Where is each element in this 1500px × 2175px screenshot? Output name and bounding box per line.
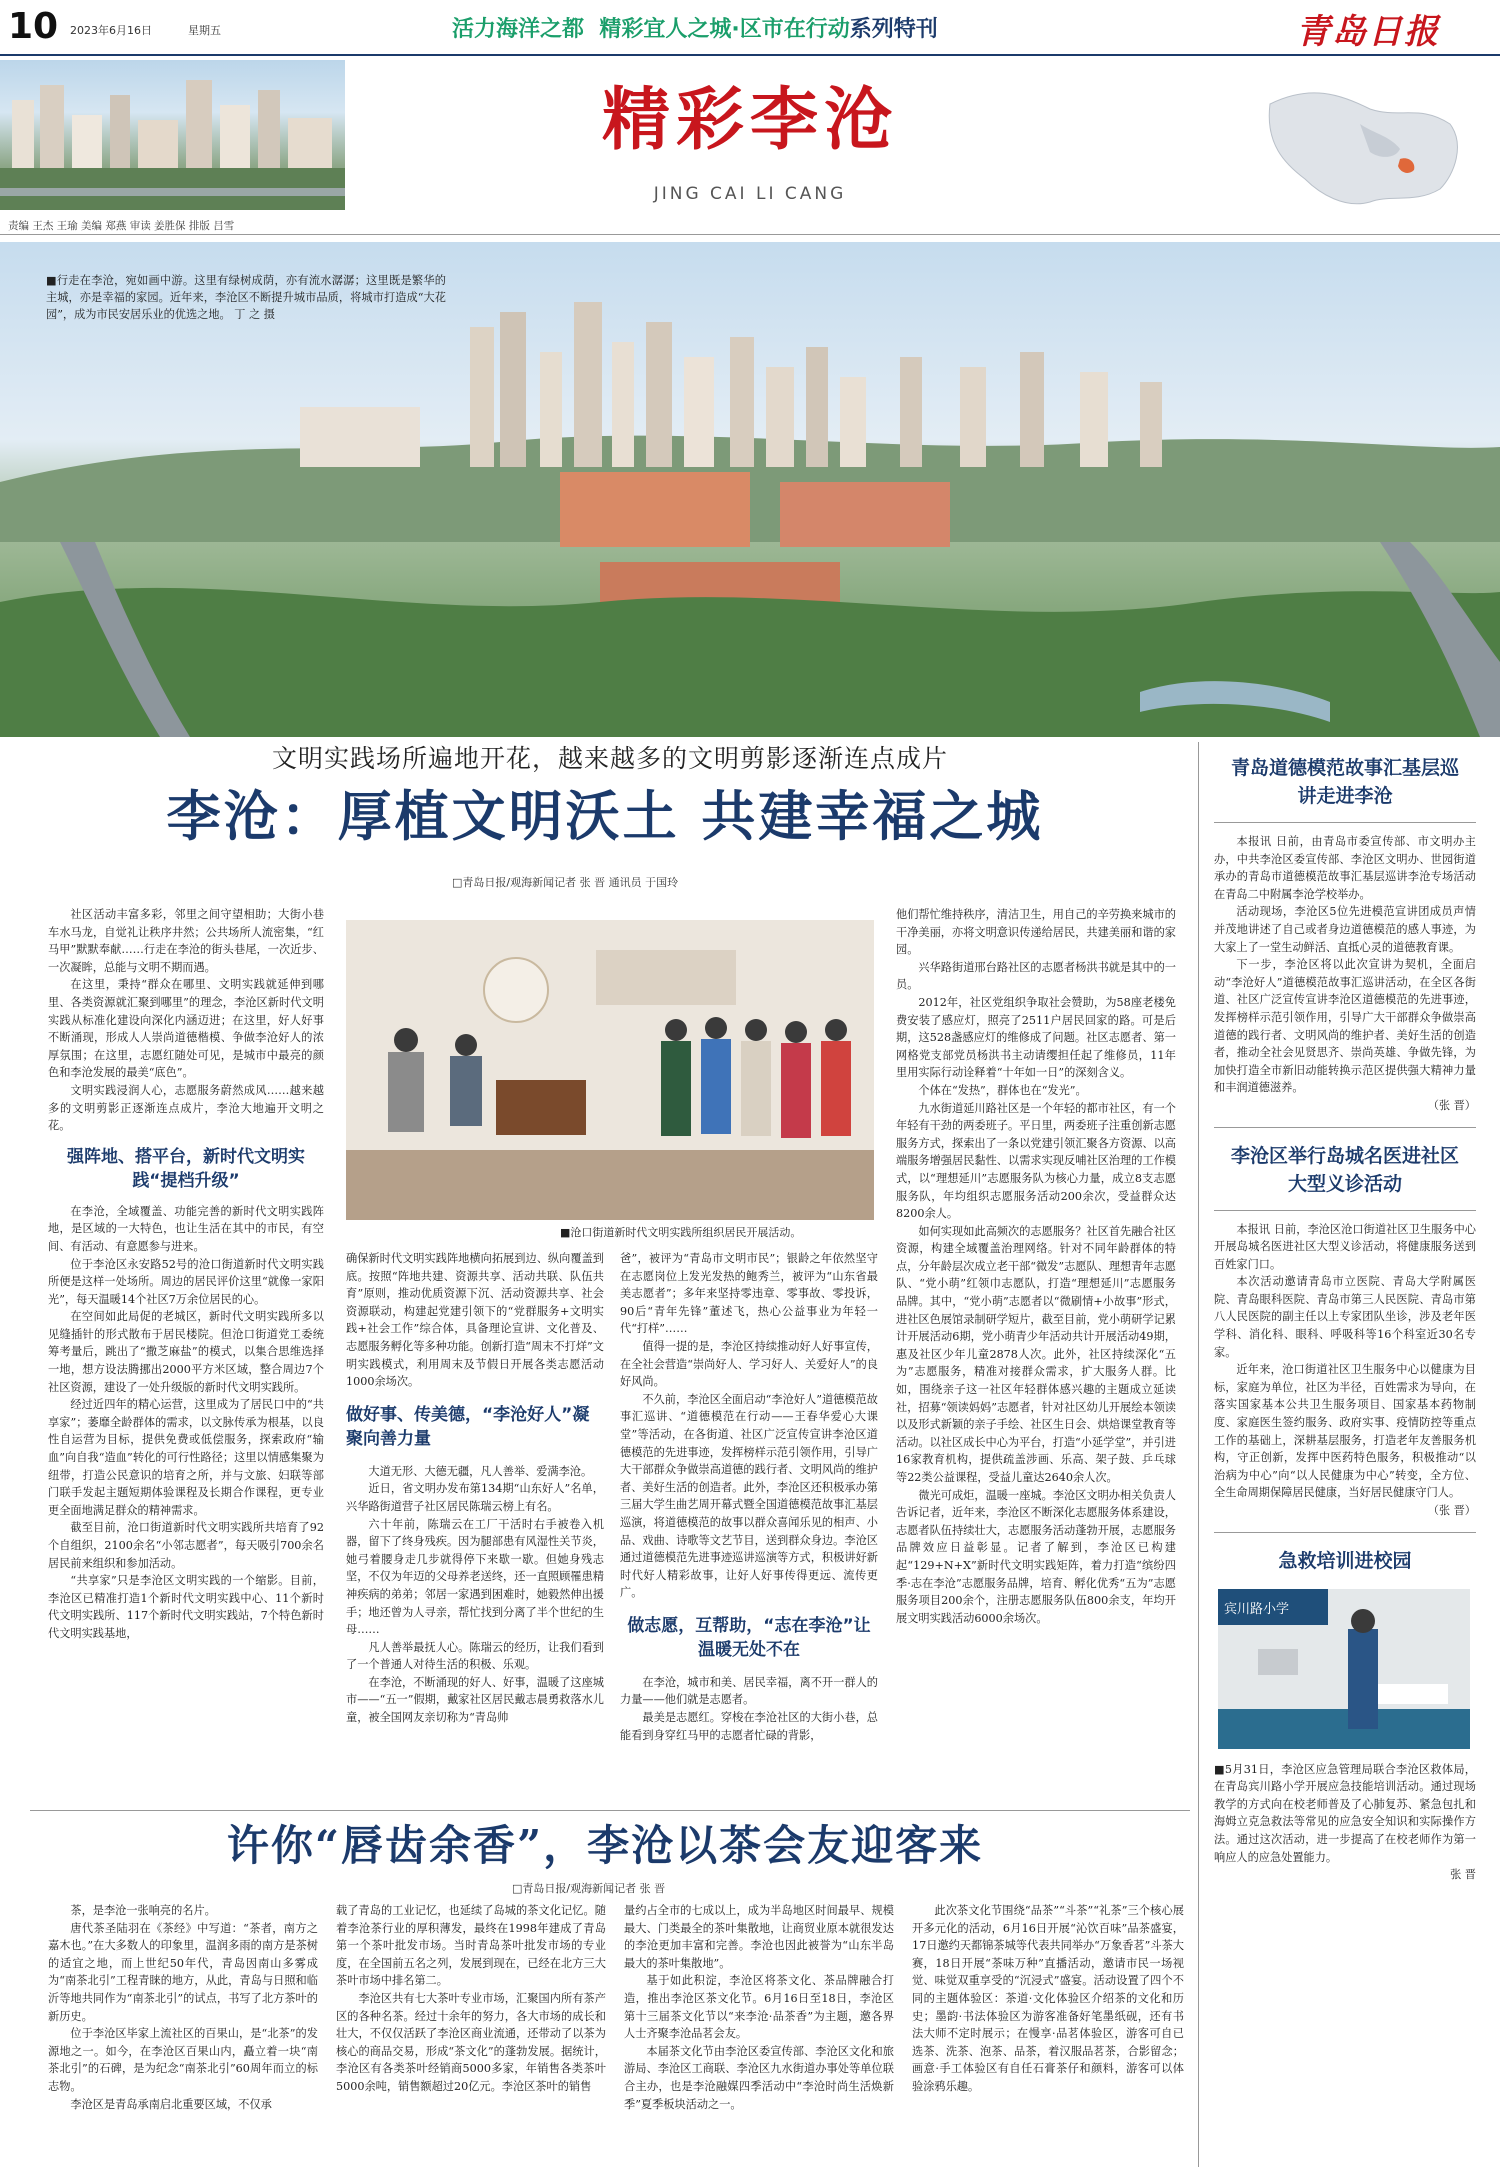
side3-caption: ■5月31日，李沧区应急管理局联合李沧区救体局，在青岛宾川路小学开展应急技能培训活动。通过现场教学的方式向在校老师普及了心肺复苏、紧急包扎和海姆立克急救法等常见的应急安全知识和实际操作方法。通过这次活动，进一步提高了在校老师作为第一响应人的应急处置能力。 (1214, 1762, 1476, 1864)
lead-photo (346, 920, 874, 1220)
lead-col3-para: 爸”，被评为“青岛市文明市民”；银龄之年依然坚守在志愿岗位上发光发热的鲍秀兰，被评为“山东省最美志愿者”；多年来坚持零违章、零事故、零投诉，90后“青年先锋”董述飞，热心公益事业为年轻一代“打样”…… (620, 1252, 878, 1336)
lead-photo-scene (346, 920, 874, 1220)
lead-kicker: 文明实践场所遍地开花，越来越多的文明剪影逐渐连点成片 (271, 744, 948, 773)
lead-col1b-para: 截至目前，沧口街道新时代文明实践所共培育了92个自组织，2100余名“小邻志愿者”，每天吸引700余名居民前来组织和参加活动。 (48, 1521, 324, 1570)
slogan-part-a: 活力海洋之都 (452, 17, 585, 42)
lead-col2b-para: 大道无形、大德无疆，凡人善举、爱满李沧。 (368, 1464, 593, 1478)
tea-col2 (336, 1902, 606, 2096)
page-number: 10 (8, 6, 59, 47)
issue-weekday: 星期五 (188, 24, 221, 37)
tea-para: 李沧区共有七大茶叶专业市场，汇聚国内所有茶产区的各种名茶。经过十余年的努力，各大市场的成长和壮大，不仅仅活跃了李沧区商业流通，还带动了以茶为核心的商品交易，形成“茶文化”的蓬勃发展。据统计，李沧区有各类茶叶经销商5000多家，年销售各类茶叶5000余吨，销售额超过20亿元。李沧区茶叶的销售 (336, 1991, 606, 2093)
tea-para: 李沧区是青岛承南启北重要区域，不仅承 (70, 2097, 272, 2111)
side1-rule (1214, 822, 1476, 823)
sidebar (1214, 754, 1476, 1884)
lead-col1b-para: 在空间如此局促的老城区，新时代文明实践所多以见缝插针的形式散布于居民楼院。但沧口街道党工委统筹考量后，跳出了“撒芝麻盐”的模式，以集合思维选择一地，想方设法腾挪出2000平方米区域，整合周边7个社区资源，建设了一处升级版的新时代文明实践所。 (48, 1310, 324, 1394)
lead-col4 (896, 906, 1176, 1627)
series-slogan (452, 12, 938, 43)
tea-para: 茶，是李沧一张响亮的名片。 (70, 1904, 216, 1917)
hero-caption: ■行走在李沧，宛如画中游。这里有绿树成荫，亦有流水潺潺；这里既是繁华的主城，亦是幸福的家园。近年来，李沧区不断提升城市品质，将城市打造成“大花园”，成为市民安居乐业的优选之地。 丁 之 摄 (46, 274, 446, 321)
lead-col2 (346, 1250, 604, 1727)
banner-rule (0, 234, 1500, 235)
tea-headline: 许你“唇齿余香”，李沧以茶会友迎客来 (226, 1821, 984, 1870)
side3-school-sign: 宾川路小学 (1224, 1601, 1290, 1617)
tea-para: 唐代茶圣陆羽在《茶经》中写道：“茶者，南方之嘉木也。”在大多数人的印象里，温润多雨的南方是茶树的适宜之地，而上世纪50年代，青岛因南山多雾成为“南茶北引”工程青睐的地方，从此，青岛与日照和临沂等地共同作为“南茶北引”的试点，书写了北方茶叶的新历史。 (48, 1921, 318, 2023)
lead-col1-para: 在这里，秉持“群众在哪里、文明实践就延伸到哪里、各类资源就汇聚到哪里”的理念，李沧区新时代文明实践从标准化建设向深化内涵迈进；在这里，好人好事不断涌现，形成人人崇尚道德楷模、争做李沧好人的浓厚氛围；在这里，志愿红随处可见，是城市中最亮的颜色和李沧发展的最美“底色”。 (48, 978, 324, 1080)
side2-author: （张 晋） (1427, 1504, 1476, 1517)
lead-col2b-para: 凡人善举最抚人心。陈瑞云的经历，让我们看到了一个普通人对待生活的积极、乐观。 (346, 1640, 604, 1672)
lead-photo-caption: ■沧口街道新时代文明实践所组织居民开展活动。 (560, 1226, 802, 1239)
side1-author: （张 晋） (1427, 1098, 1476, 1112)
side2-para: 近年来，沧口街道社区卫生服务中心以健康为目标，家庭为单位，社区为半径，百姓需求为导向，在落实国家基本公共卫生服务项目、国家基本药物制度、家庭医生签约服务、政府实事、疫情防控等重点工作的基础上，深耕基层服务，打造老年友善服务机构，守正创新，发挥中医药特色服务，积极推动“以治病为中心”向“以人民健康为中心”转变，全方位、全生命周期保障居民健康，当好居民健康守门人。 (1214, 1363, 1476, 1500)
map-graphic (1250, 64, 1490, 214)
tea-para: 此次茶文化节围绕“品茶”“斗茶”“礼茶”三个核心展开多元化的活动，6月16日开展“沁饮百味”品茶盛宴，17日邀约天都锦茶城等代表共同举办“万象香茗”斗茶大赛，18日开展“茶味万种”直播活动，邀请市民一场视觉、味觉双重享受的“沉浸式”盛宴。活动设置了四个不同的主题体验区：茶道·文化体验区介绍茶的文化和历史；墨韵·书法体验区为游客准备好笔墨纸砚，还有书法大师不定时展示；在慢享·品茗体验区，游客可自已选茶、洗茶、泡茶、品茶，着汉服品茗茶，合影留念；画意·手工体验区有自任石膏茶仔和颜料，游客可以体验涂鸦乐趣。 (912, 1904, 1184, 2093)
lead-byline: □青岛日报/观海新闻记者 张 晋 通讯员 于国玲 (452, 876, 679, 889)
side2-para: 本报讯 日前，李沧区沧口街道社区卫生服务中心开展岛城名医进社区大型义诊活动，将健康服务送到百姓家门口。 (1214, 1222, 1476, 1271)
banner-city-skyline (0, 60, 345, 210)
lead-col3-para: 值得一提的是，李沧区持续推动好人好事宣传，在全社会营造“崇尚好人、学习好人、关爱好人”的良好风尚。 (620, 1339, 878, 1389)
banner (0, 60, 1500, 236)
side2-top-rule (1214, 1127, 1476, 1128)
issue-date: 2023年6月16日 (70, 24, 152, 37)
hero-photo (0, 242, 1500, 737)
lead-col4-para: 个体在“发热”，群体也在“发光”。 (918, 1083, 1087, 1097)
staff-credits: 责编 王杰 王瑜 美编 郑燕 审读 姜胜保 排版 吕雪 (8, 220, 235, 232)
side2-headline: 李沧区举行岛城名医进社区大型义诊活动 (1230, 1144, 1459, 1195)
lead-col3-para: 不久前，李沧区全面启动“李沧好人”道德模范故事汇巡讲、“道德模范在行动——王春华爱心大课堂”等活动，在各街道、社区广泛宣传宣讲李沧区道德模范的先进事迹，发挥榜样示范引领作用，引导广大干部群众争做崇高道德的践行者、文明风尚的维护者、美好生活的创造者。此外，李沧区还积极承办第三届大学生曲艺周开幕式暨全国道德模范故事汇基层巡演，将道德模范的故事以群众喜闻乐见的相声、小品、戏曲、诗歌等文艺节目，送到群众身边。李沧区通过道德模范先进事迹巡讲巡演等方式，积极讲好新时代好人精彩故事，让好人好事传得更远、流传更广。 (620, 1392, 878, 1600)
lead-col4-para: 如何实现如此高频次的志愿服务？社区首先融合社区资源，构建全域覆盖治理网络。针对不同年龄群体的特点，分年龄层次成立老干部“微发”志愿队、理想青年志愿队、“党小萌”红领巾志愿队，打造“理想延川”志愿服务品牌。其中，“党小萌”志愿者以“微刷情+小故事”形式，进社区色展馆录制研学短片，截至目前，党小萌研学记累计开展活动6期，党小萌青少年活动共计开展活动49期，惠及社区少年儿童2878人次。此外，社区持续深化“五为”志愿服务，精准对接群众需求，扩大服务人群。比如，围绕亲子这一社区年轻群体感兴趣的主题成立延读社，招募“领读妈妈”志愿者，针对社区幼儿开展绘本领读以及形式新颖的亲子手绘、社区生日会、烘焙课堂教育等活动。以社区成长中心为平台，打造“小延学堂”，并引进16家教育机构，提供疏盖涉画、乐高、架子鼓、乒乓球等22类公益课程，受益儿童达2640余人次。 (896, 1224, 1176, 1484)
tea-byline: □青岛日报/观海新闻记者 张 晋 (512, 1882, 666, 1895)
lead-col3 (620, 1250, 878, 1744)
banner-city-photo (0, 60, 345, 210)
sidebar-divider (1198, 742, 1199, 2167)
side2-body (1214, 1221, 1476, 1520)
side2-rule (1214, 1210, 1476, 1211)
lead-col3b-para: 在李沧，城市和美、居民幸福，离不开一群人的力量——他们就是志愿者。 (620, 1675, 878, 1707)
banner-pinyin: JING CAI LI CANG (653, 184, 847, 204)
lead-col4-para: 微光可成炬，温暖一座城。李沧区文明办相关负责人告诉记者，近年来，李沧区不断深化志愿服务体系建设，志愿者队伍持续壮大，志愿服务活动蓬勃开展，志愿服务品牌效应日益彰显。记者了解到，李沧区已构建起“129+N+X”新时代文明实践矩阵，着力打造“缤纷四季·志在李沧”志愿服务品牌，培育、孵化优秀“五为”志愿服务项目200余个，注册志愿服务队伍800余支，年均开展文明实践活动6000余场次。 (896, 1488, 1176, 1625)
top-header (0, 0, 1500, 56)
side3-top-rule (1214, 1532, 1476, 1533)
tea-para: 基于如此积淀，李沧区将茶文化、茶品牌融合打造，推出李沧区茶文化节。6月16日至18日，李沧区第十三届茶文化节以“来李沧·品茶香”为主题，邀各界人士齐聚李沧品茗会友。 (624, 1974, 894, 2041)
slogan-part-b: 精彩宜人之城·区市在行动 (599, 17, 850, 42)
qingdao-map (1250, 64, 1490, 214)
side2-para: 本次活动邀请青岛市立医院、青岛大学附属医院、青岛眼科医院、青岛市第三人民医院、青岛市第八人民医院的副主任以上专家团队坐诊，涉及老年医学科、消化科、眼科、呼吸科等16个科室近30名专家。 (1214, 1275, 1476, 1359)
lead-col1-subhead: 强阵地、搭平台，新时代文明实践“提档升级” (67, 1146, 305, 1191)
lead-col1b-para: 经过近四年的精心运营，这里成为了居民口中的“共享家”；萎靡全龄群体的需求，以文脉传承为根基，以良性自运营为目标，提供免费或低偿服务，探索政府“输血”向自我“造血”转化的可行性路径；这里以情感集聚为纽带，打造公民意识的培育之所，并与文旅、妇联等部门联手发起主题短期体验课程及长期合作课程，更专业更全面地满足群众的精神需求。 (48, 1398, 324, 1517)
side1-para: 下一步，李沧区将以此次宣讲为契机，全面启动“李沧好人”道德模范故事汇巡讲活动，在全区各街道、社区广泛宣传宣讲李沧区道德模范的先进事迹，发挥榜样示范引领作用，引导广大干部群众争做崇高道德的践行者、文明风尚的维护者、美好生活的创造者，推动全社会见贤思齐、崇尚英雄、争做先锋，为加快打造全市新旧动能转换示范区提供强大精神力量和丰润道德滋养。 (1214, 958, 1476, 1095)
lead-col1b-para: “共享家”只是李沧区文明实践的一个缩影。目前，李沧区已精准打造1个新时代文明实践中心、11个新时代文明实践所、117个新时代文明实践站，7个特色新时代文明实践基地， (48, 1574, 324, 1640)
tea-para: 载了青岛的工业记忆，也延续了岛城的茶文化记忆。随着李沧茶行业的厚积薄发，最终在1998年建成了青岛第一个茶叶批发市场。当时青岛茶叶批发市场的专业度，在全国前五名之列，发展到现在，已经在北方三大茶叶市场中排名第二。 (336, 1904, 606, 1988)
lead-col2b-para: 在李沧，不断涌现的好人、好事，温暖了这座城市——“五一”假期，戴家社区居民戴志晨勇救落水儿童，被全国网友亲切称为“青岛帅 (346, 1675, 604, 1725)
lead-col3b-para: 最美是志愿红。穿梭在李沧社区的大街小巷，总能看到身穿红马甲的志愿者忙碌的背影， (620, 1711, 878, 1742)
paper-logo: 青岛日报 (1296, 12, 1440, 52)
tea-top-rule (30, 1810, 1190, 1811)
lead-col1-para: 社区活动丰富多彩，邻里之间守望相助；大街小巷车水马龙，自觉礼让秩序井然；公共场所人流密集，“红马甲”默默奉献……行走在李沧的街头巷尾，一次近步、一次凝眸，总能与文明不期而遇。 (48, 908, 324, 974)
lead-col4-para: 2012年，社区党组织争取社会赞助，为58座老楼免费安装了感应灯，照亮了2511户居民回家的路。可是后期，这528盏感应灯的维修成了问题。社区志愿者、第一网格党支部党员杨洪书主动请缨担任起了维修员，11年里用实际行动诠释着“十年如一日”的深刻含义。 (896, 995, 1176, 1080)
lead-col4-para: 九水街道延川路社区是一个年轻的都市社区，有一个年轻有干劲的两委班子。平日里，两委班子注重创新志愿服务方式，探索出了一条以党建引领汇聚各方资源、以高端服务增强居民黏性、以需求实现反哺社区治理的工作模式，以“理想延川”志愿服务队为核心力量，成立8支志愿服务队，年均组织志愿服务活动200余次，受益群众达8200余人。 (896, 1101, 1176, 1221)
lead-col1b-para: 位于李沧区永安路52号的沧口街道新时代文明实践所便是这样一处场所。周边的居民评价这里“就像一家阳光”，每天温暖14个社区7万余位居民的心。 (48, 1257, 324, 1306)
lead-headline: 李沧：厚植文明沃土 共建幸福之城 (166, 784, 1044, 848)
lead-col1 (48, 906, 324, 1643)
side1-para: 活动现场，李沧区5位先进模范宣讲团成员声情并茂地讲述了自己或者身边道德模范的感人事迹，为大家上了一堂生动鲜活、直抵心灵的道德教育课。 (1214, 905, 1476, 954)
slogan-part-c: 系列特刊 (849, 17, 938, 42)
side3-headline: 急救培训进校园 (1278, 1549, 1412, 1572)
side1-para: 本报讯 日前，由青岛市委宣传部、市文明办主办，中共李沧区委宣传部、李沧区文明办、世园街道承办的青岛市道德模范故事汇基层巡讲李沧专场活动在青岛二中附属李沧学校举办。 (1214, 835, 1476, 901)
lead-col2b-para: 六十年前，陈瑞云在工厂干活时右手被卷入机器，留下了终身残疾。因为腿部患有风湿性关节炎，她弓着腰身走几步就得停下来歇一歇。但她身残志坚，不仅为年迈的父母养老送终，还一直照顾罹患精神疾病的弟弟；邻居一家遇到困难时，她毅然伸出援手；地还曾为人寻亲，帮忙找到分离了半个世纪的生母…… (346, 1517, 604, 1637)
tea-col4 (912, 1902, 1184, 2096)
side3-body (1214, 1761, 1476, 1884)
lead-col1b-para: 在李沧，全域覆盖、功能完善的新时代文明实践阵地，是区域的一大特色，也让生活在其中的市民，有空间、有活动、有意愿参与进来。 (48, 1204, 324, 1253)
side3-photo (1218, 1589, 1470, 1749)
tea-col1 (48, 1902, 318, 2113)
tea-para: 量约占全市的七成以上，成为半岛地区时间最早、规模最大、门类最全的茶叶集散地，让商贸业原本就很发达的李沧更加丰富和完善。李沧也因此被誉为“山东半岛最大的茶叶集散地”。 (624, 1904, 894, 1970)
side3-author: 张 晋 (1450, 1868, 1476, 1882)
tea-para: 位于李沧区毕家上流社区的百果山，是“北茶”的发源地之一。如今，在李沧区百果山内，矗立着一块“南茶北引”的石碑，是为纪念“南茶北引”60周年而立的标志物。 (48, 2027, 318, 2093)
lead-col2-subhead: 做好事、传美德，“李沧好人”凝聚向善力量 (346, 1404, 590, 1449)
lead-col1-para: 文明实践浸润人心，志愿服务蔚然成风……越来越多的文明剪影正逐渐连点成片，李沧大地遍开文明之花。 (48, 1083, 324, 1133)
side1-headline: 青岛道德模范故事汇基层巡讲走进李沧 (1230, 757, 1459, 807)
tea-para: 本届茶文化节由李沧区委宣传部、李沧区文化和旅游局、李沧区工商联、李沧区九水街道办事处等单位联合主办，也是李沧融媒四季活动中“李沧时尚生活焕新季”夏季板块活动之一。 (624, 2044, 894, 2111)
banner-title: 精彩李沧 (601, 80, 898, 160)
lead-col2-para: 确保新时代文明实践阵地横向拓展到边、纵向覆盖到底。按照“阵地共建、资源共享、活动共联、队伍共育”原则，推动优质资源下沉、活动资源共享、社会资源联动，构建起党建引领下的“党群服务+文明实践+社会工作”综合体，具备理论宣讲、文化普及、志愿服务孵化等多种功能。创新打造“周末不打烊”文明实践模式，利用周末及节假日开展各类志愿活动1000余场次。 (346, 1252, 604, 1389)
lead-col4-para: 兴华路街道邢台路社区的志愿者杨洪书就是其中的一员。 (896, 960, 1176, 992)
lead-col3-subhead: 做志愿，互帮助，“志在李沧”让温暖无处不在 (627, 1615, 871, 1660)
lead-col2b-para: 近日，省文明办发布第134期“山东好人”名单，兴华路街道营子社区居民陈瑞云榜上有名。 (346, 1482, 604, 1513)
side1-body (1214, 833, 1476, 1115)
header-rule (0, 54, 1500, 56)
tea-col3 (624, 1902, 894, 2113)
lead-col4-para: 他们帮忙维持秩序，清洁卫生，用自己的辛劳换来城市的干净美丽，亦将文明意识传递给居民，共建美丽和谐的家园。 (896, 908, 1176, 957)
